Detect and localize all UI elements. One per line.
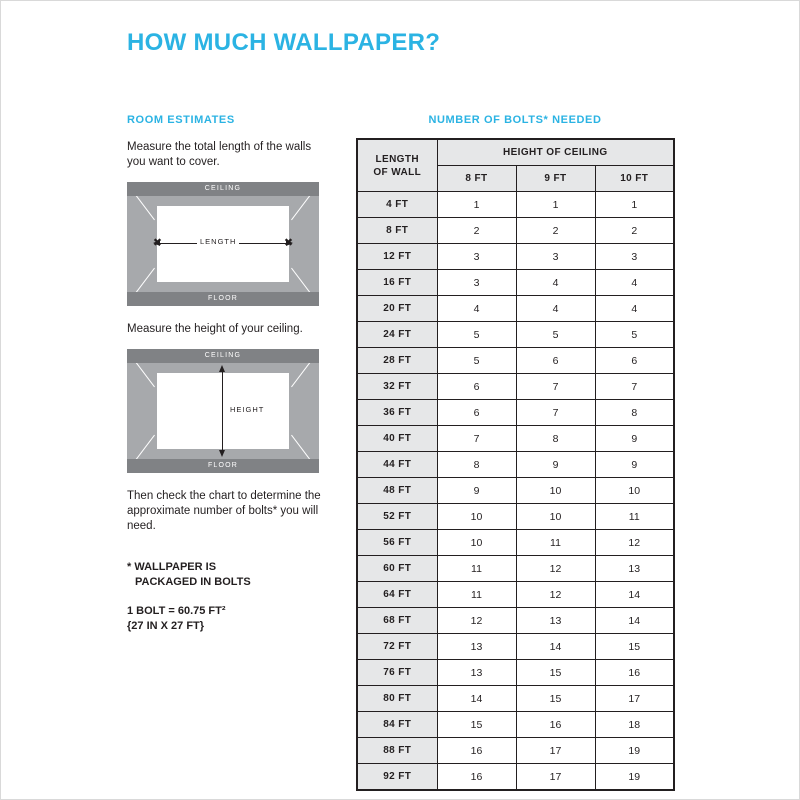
height-measure-arrow — [222, 371, 223, 451]
bolts-value-cell: 3 — [516, 244, 595, 270]
bolts-value-cell: 6 — [437, 374, 516, 400]
bolts-value-cell: 2 — [437, 218, 516, 244]
bolts-value-cell: 4 — [516, 270, 595, 296]
row-header-cell: 52 FT — [357, 504, 437, 530]
bolts-value-cell: 2 — [595, 218, 674, 244]
column-header-9ft: 9 FT — [516, 166, 595, 192]
table-row — [357, 660, 674, 686]
bolts-value-cell: 11 — [516, 530, 595, 556]
bolts-value-cell: 16 — [516, 712, 595, 738]
bolts-value-cell: 16 — [437, 738, 516, 764]
bolt-note-line-1: * WALLPAPER IS — [127, 561, 217, 573]
height-dimension-label: HEIGHT — [227, 404, 267, 415]
table-row — [357, 322, 674, 348]
bolts-table-panel — [356, 114, 674, 791]
column-header-10ft: 10 FT — [595, 166, 674, 192]
row-header-cell: 36 FT — [357, 400, 437, 426]
corner-cross-left-icon: ✖ — [152, 237, 163, 249]
row-header-line-1: LENGTH — [375, 153, 419, 165]
bolts-value-cell: 7 — [516, 400, 595, 426]
table-row — [357, 452, 674, 478]
bolt-size-line-1: 1 BOLT = 60.75 FT² — [127, 605, 226, 617]
bolts-value-cell: 14 — [595, 608, 674, 634]
bolts-value-cell: 1 — [595, 192, 674, 218]
table-row — [357, 582, 674, 608]
table-row — [357, 296, 674, 322]
bolts-value-cell: 10 — [516, 478, 595, 504]
table-row — [357, 634, 674, 660]
row-header-cell: 4 FT — [357, 192, 437, 218]
room-diagram-height — [127, 349, 319, 473]
row-header-line-2: OF WALL — [373, 166, 422, 178]
table-row — [357, 192, 674, 218]
row-header-cell: 88 FT — [357, 738, 437, 764]
ceiling-band-label: CEILING — [127, 182, 319, 196]
bolts-value-cell: 12 — [516, 582, 595, 608]
table-row — [357, 712, 674, 738]
bolts-value-cell: 2 — [516, 218, 595, 244]
row-header-cell: 84 FT — [357, 712, 437, 738]
bolts-value-cell: 17 — [595, 686, 674, 712]
bolts-value-cell: 12 — [437, 608, 516, 634]
row-header-cell: 8 FT — [357, 218, 437, 244]
bolts-value-cell: 15 — [516, 686, 595, 712]
bolts-value-cell: 8 — [437, 452, 516, 478]
table-row — [357, 530, 674, 556]
bolts-table — [356, 138, 675, 791]
bolts-value-cell: 18 — [595, 712, 674, 738]
bolt-size-note — [127, 604, 327, 634]
bolts-value-cell: 17 — [516, 764, 595, 791]
table-row — [357, 400, 674, 426]
row-header-cell: 76 FT — [357, 660, 437, 686]
table-row — [357, 504, 674, 530]
bolt-note-line-2: PACKAGED IN BOLTS — [135, 576, 251, 588]
row-header-cell: 56 FT — [357, 530, 437, 556]
table-row — [357, 218, 674, 244]
bolts-value-cell: 6 — [437, 400, 516, 426]
section-heading-room-estimates: ROOM ESTIMATES — [127, 114, 235, 126]
bolts-value-cell: 9 — [437, 478, 516, 504]
bolts-value-cell: 13 — [516, 608, 595, 634]
bolts-value-cell: 9 — [595, 452, 674, 478]
table-row — [357, 244, 674, 270]
row-header-cell: 24 FT — [357, 322, 437, 348]
row-header-cell: 12 FT — [357, 244, 437, 270]
row-header-cell: 44 FT — [357, 452, 437, 478]
table-row — [357, 738, 674, 764]
bolts-value-cell: 14 — [595, 582, 674, 608]
bolts-value-cell: 6 — [595, 348, 674, 374]
bolts-value-cell: 3 — [595, 244, 674, 270]
bolts-value-cell: 13 — [595, 556, 674, 582]
table-header — [357, 139, 674, 192]
bolts-value-cell: 11 — [595, 504, 674, 530]
bolts-value-cell: 10 — [437, 504, 516, 530]
table-row — [357, 426, 674, 452]
room-back-wall-shape — [157, 373, 289, 449]
row-header-cell: 72 FT — [357, 634, 437, 660]
bolts-value-cell: 17 — [516, 738, 595, 764]
ceiling-band-label: CEILING — [127, 349, 319, 363]
bolts-value-cell: 11 — [437, 556, 516, 582]
bolts-value-cell: 9 — [595, 426, 674, 452]
bolts-value-cell: 1 — [516, 192, 595, 218]
floor-band-label: FLOOR — [127, 292, 319, 306]
bolts-value-cell: 11 — [437, 582, 516, 608]
bolts-value-cell: 10 — [516, 504, 595, 530]
row-header-cell: 20 FT — [357, 296, 437, 322]
bolts-value-cell: 10 — [437, 530, 516, 556]
step-3-text: Then check the chart to determine the approximate number of bolts* you will need. — [127, 490, 321, 532]
table-row — [357, 270, 674, 296]
row-header-cell: 60 FT — [357, 556, 437, 582]
bolts-value-cell: 7 — [595, 374, 674, 400]
table-row — [357, 556, 674, 582]
step-1-text: Measure the total length of the walls you want to cover. — [127, 141, 312, 168]
bolts-value-cell: 10 — [595, 478, 674, 504]
table-row — [357, 608, 674, 634]
row-header-length-of-wall — [357, 139, 437, 192]
row-header-cell: 68 FT — [357, 608, 437, 634]
row-header-cell: 40 FT — [357, 426, 437, 452]
bolts-value-cell: 5 — [437, 348, 516, 374]
table-row — [357, 686, 674, 712]
table-row — [357, 348, 674, 374]
step-2-text: Measure the height of your ceiling. — [127, 323, 303, 335]
table-row — [357, 764, 674, 791]
room-diagram-length — [127, 182, 319, 306]
bolts-value-cell: 16 — [437, 764, 516, 791]
bolt-note — [127, 560, 327, 590]
bolts-value-cell: 15 — [595, 634, 674, 660]
bolts-value-cell: 13 — [437, 634, 516, 660]
bolts-value-cell: 12 — [595, 530, 674, 556]
table-row — [357, 478, 674, 504]
length-dimension-label: LENGTH — [197, 236, 239, 247]
bolts-value-cell: 16 — [595, 660, 674, 686]
bolts-value-cell: 6 — [516, 348, 595, 374]
bolts-value-cell: 4 — [595, 270, 674, 296]
bolts-value-cell: 14 — [516, 634, 595, 660]
bolts-value-cell: 13 — [437, 660, 516, 686]
bolt-size-line-2: {27 IN X 27 FT} — [127, 620, 205, 632]
row-header-cell: 92 FT — [357, 764, 437, 791]
column-group-header-height-of-ceiling: HEIGHT OF CEILING — [437, 139, 674, 166]
bolts-value-cell: 8 — [516, 426, 595, 452]
row-header-cell: 80 FT — [357, 686, 437, 712]
bolts-value-cell: 7 — [516, 374, 595, 400]
room-estimates-panel — [127, 114, 327, 634]
bolts-value-cell: 19 — [595, 738, 674, 764]
column-header-8ft: 8 FT — [437, 166, 516, 192]
floor-band-label: FLOOR — [127, 459, 319, 473]
table-caption: NUMBER OF BOLTS* NEEDED — [428, 114, 602, 126]
row-header-cell: 64 FT — [357, 582, 437, 608]
bolts-value-cell: 8 — [595, 400, 674, 426]
row-header-cell: 48 FT — [357, 478, 437, 504]
bolts-value-cell: 15 — [437, 712, 516, 738]
row-header-cell: 16 FT — [357, 270, 437, 296]
bolts-value-cell: 1 — [437, 192, 516, 218]
table-body — [357, 192, 674, 791]
bolts-value-cell: 14 — [437, 686, 516, 712]
bolts-value-cell: 12 — [516, 556, 595, 582]
table-row — [357, 374, 674, 400]
corner-cross-right-icon: ✖ — [283, 237, 294, 249]
bolts-value-cell: 5 — [516, 322, 595, 348]
bolts-value-cell: 19 — [595, 764, 674, 791]
row-header-cell: 32 FT — [357, 374, 437, 400]
bolts-value-cell: 15 — [516, 660, 595, 686]
bolts-value-cell: 5 — [437, 322, 516, 348]
row-header-cell: 28 FT — [357, 348, 437, 374]
table-header-row-group — [357, 139, 674, 166]
bolts-value-cell: 9 — [516, 452, 595, 478]
bolts-value-cell: 4 — [595, 296, 674, 322]
bolts-value-cell: 7 — [437, 426, 516, 452]
bolts-value-cell: 3 — [437, 244, 516, 270]
bolts-value-cell: 3 — [437, 270, 516, 296]
bolts-value-cell: 5 — [595, 322, 674, 348]
page-title: HOW MUCH WALLPAPER? — [127, 29, 441, 56]
bolts-value-cell: 4 — [437, 296, 516, 322]
bolts-value-cell: 4 — [516, 296, 595, 322]
